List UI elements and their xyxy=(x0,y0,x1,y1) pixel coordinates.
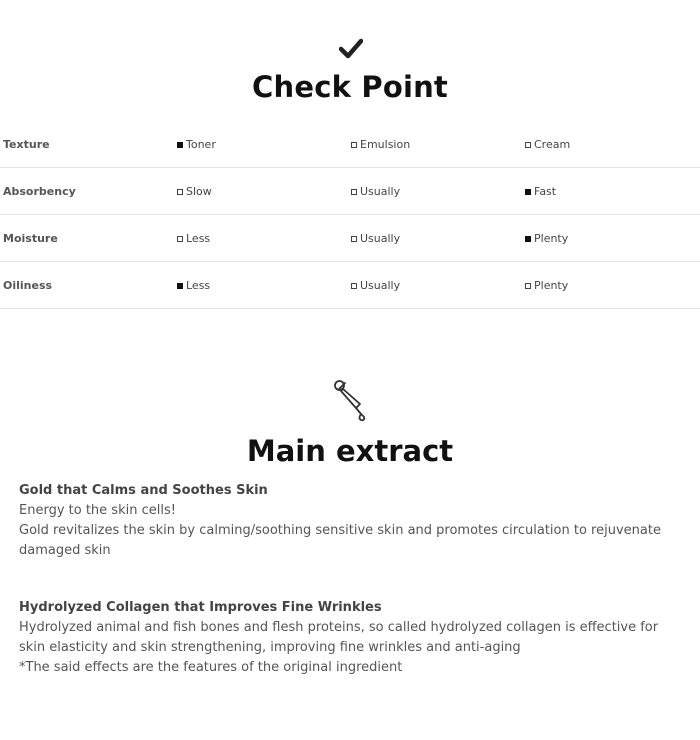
option: Toner xyxy=(177,138,216,151)
main-extract-title: Main extract xyxy=(246,434,454,468)
option-box-icon xyxy=(351,236,357,242)
checkmark-icon xyxy=(339,38,363,60)
extract-line: Hydrolyzed animal and fish bones and flesh proteins, so called hydrolyzed collagen is effective for skin elasticity and skin strengthening, improving fine wrinkles and anti-aging xyxy=(19,620,659,655)
option-box-icon xyxy=(177,142,183,148)
row-label: Absorbency xyxy=(3,185,76,198)
option-box-icon xyxy=(177,283,183,289)
option: Less xyxy=(177,232,210,245)
option-box-icon xyxy=(177,236,183,242)
table-row xyxy=(0,215,700,262)
option: Usually xyxy=(351,279,400,292)
table-row xyxy=(0,121,700,168)
option: Plenty xyxy=(525,232,568,245)
row-label: Texture xyxy=(3,138,50,151)
option-box-icon xyxy=(177,189,183,195)
row-label: Moisture xyxy=(3,232,58,245)
option: Less xyxy=(177,279,210,292)
check-point-table xyxy=(0,121,700,309)
option: Slow xyxy=(177,185,212,198)
dropper-icon xyxy=(330,378,370,424)
extract-item-collagen xyxy=(19,598,679,678)
extract-item-gold xyxy=(19,481,679,561)
row-label: Oiliness xyxy=(3,279,53,292)
option-box-icon xyxy=(525,189,531,195)
extract-heading: Gold that Calms and Soothes Skin xyxy=(19,483,268,498)
option-box-icon xyxy=(351,142,357,148)
option: Usually xyxy=(351,185,400,198)
option: Usually xyxy=(351,232,400,245)
extract-line: Gold revitalizes the skin by calming/soothing sensitive skin and promotes circulation to rejuvenate damaged skin xyxy=(19,523,661,558)
option-box-icon xyxy=(525,236,531,242)
check-point-title: Check Point xyxy=(252,70,448,104)
extract-heading: Hydrolyzed Collagen that Improves Fine Wrinkles xyxy=(19,600,382,615)
option: Emulsion xyxy=(351,138,410,151)
table-row xyxy=(0,262,700,309)
option-box-icon xyxy=(525,142,531,148)
option: Fast xyxy=(525,185,556,198)
extract-line: Energy to the skin cells! xyxy=(19,503,176,518)
extract-line: *The said effects are the features of the original ingredient xyxy=(19,660,403,675)
option: Plenty xyxy=(525,279,568,292)
option-box-icon xyxy=(351,283,357,289)
option-box-icon xyxy=(351,189,357,195)
table-row xyxy=(0,168,700,215)
option-box-icon xyxy=(525,283,531,289)
option: Cream xyxy=(525,138,570,151)
